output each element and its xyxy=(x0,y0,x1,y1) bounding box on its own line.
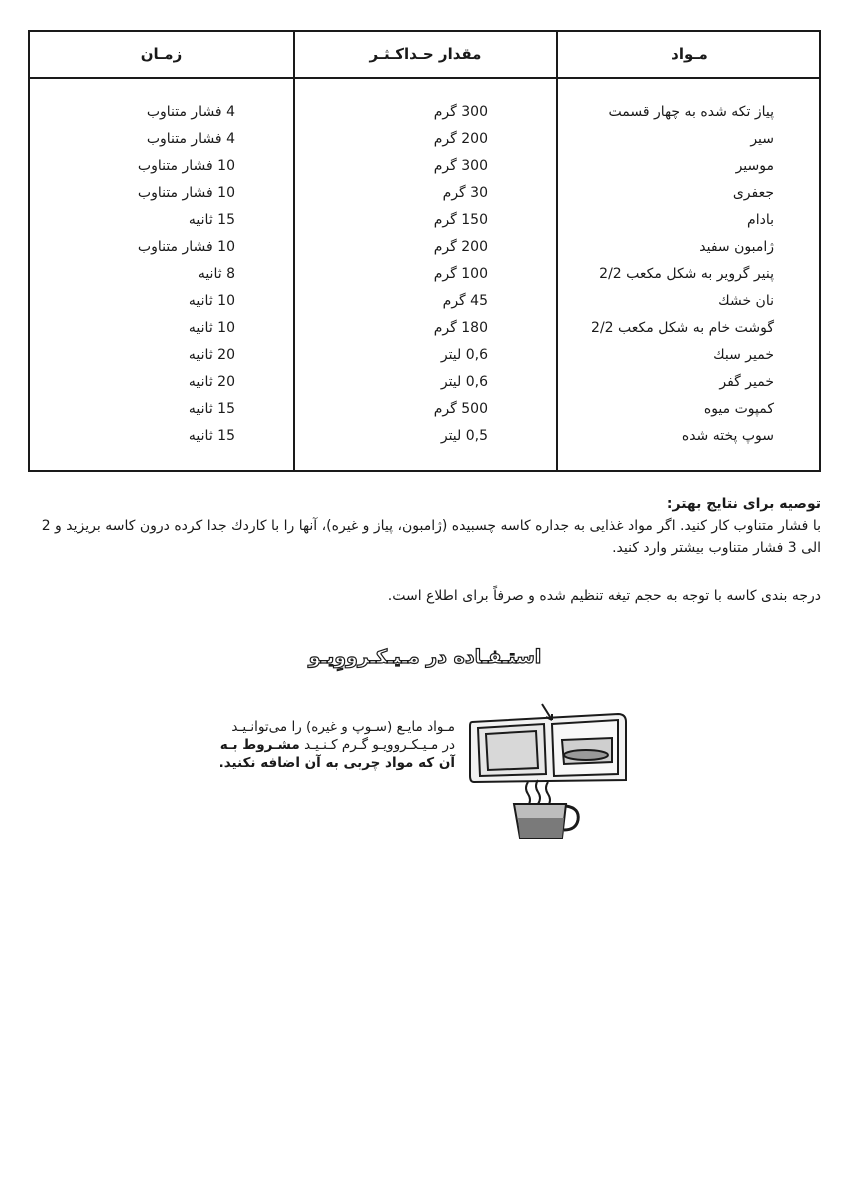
header-max-quantity: مقدار حـداكـثـر xyxy=(369,45,482,63)
table-body xyxy=(30,99,819,450)
cell-quantity: 300 گرم xyxy=(433,104,488,120)
cell-material: بادام xyxy=(747,212,774,228)
cell-quantity: 30 گرم xyxy=(442,185,488,201)
cell-quantity: 0,6 لیتر xyxy=(440,347,488,363)
cell-quantity: 200 گرم xyxy=(433,239,488,255)
table-row xyxy=(30,288,819,315)
microwave-text-plain: مـواد مایـع (سـوپ و غیره) را می‌توانـیـد در مـیـکـروویـو گـرم کـنـیـد xyxy=(231,719,455,753)
microwave-section-title: استـفـاده در مـیـکـرووِیـو xyxy=(308,646,542,668)
table-row xyxy=(30,99,819,126)
cell-quantity: 500 گرم xyxy=(433,401,488,417)
cell-material: خمیر سبك xyxy=(713,347,774,363)
table-row xyxy=(30,180,819,207)
table-header xyxy=(30,32,819,79)
cell-material: سیر xyxy=(750,131,774,147)
cell-material: موسیر xyxy=(735,158,774,174)
cell-material: کمپوت میوه xyxy=(703,401,774,417)
table-row xyxy=(30,369,819,396)
cell-material: پیاز تکه شده به چهار قسمت xyxy=(608,104,774,120)
cell-time: 10 فشار متناوب xyxy=(137,239,235,255)
table-row xyxy=(30,126,819,153)
cell-quantity: 150 گرم xyxy=(433,212,488,228)
cell-material: سوپ پخته شده xyxy=(681,428,774,444)
table-row xyxy=(30,342,819,369)
cell-time: 20 ثانیه xyxy=(188,347,235,363)
table-row xyxy=(30,207,819,234)
cell-quantity: 200 گرم xyxy=(433,131,488,147)
tips-section xyxy=(28,493,821,559)
tips-body: با فشار متناوب کار کنید. اگر مواد غذایی به جداره کاسه چسبیده (ژامبون، پیاز و غیره)، آنها را با کاردك جدا کرده درون کاسه بریزید و 2 الی 3 فشار متناوب بیشتر وارد کنید. xyxy=(41,518,821,556)
table-row xyxy=(30,423,819,450)
cell-time: 20 ثانیه xyxy=(188,374,235,390)
cell-time: 8 ثانیه xyxy=(197,266,235,282)
microwave-jug-illustration xyxy=(468,700,628,840)
cell-material: ژامبون سفید xyxy=(699,239,774,255)
table-row xyxy=(30,234,819,261)
cell-quantity: 100 گرم xyxy=(433,266,488,282)
jug-icon xyxy=(514,804,578,838)
cell-quantity: 0,6 لیتر xyxy=(440,374,488,390)
cell-time: 10 ثانیه xyxy=(188,293,235,309)
cell-time: 4 فشار متناوب xyxy=(146,131,235,147)
cell-material: نان خشك xyxy=(718,293,774,309)
microwave-instructions xyxy=(215,718,455,772)
cell-material: خمیر گفر xyxy=(719,374,774,390)
table-row xyxy=(30,315,819,342)
microwave-icon xyxy=(470,704,626,782)
graduation-note: درجه بندی کاسه با توجه به حجم تیغه تنظیم شده و صرفاً برای اطلاع است. xyxy=(387,588,821,604)
cell-quantity: 180 گرم xyxy=(433,320,488,336)
cell-quantity: 45 گرم xyxy=(442,293,488,309)
cell-time: 10 فشار متناوب xyxy=(137,158,235,174)
tips-title: توصیه برای نتایج بهتر: xyxy=(666,496,821,512)
microwave-text-bold: مشـروط بـه آن که مواد چربی به آن اضافه نکنید. xyxy=(218,737,455,771)
cell-time: 4 فشار متناوب xyxy=(146,104,235,120)
cell-quantity: 0,5 لیتر xyxy=(440,428,488,444)
cell-material: جعفری xyxy=(732,185,774,201)
cell-time: 15 ثانیه xyxy=(188,428,235,444)
cell-time: 15 ثانیه xyxy=(188,212,235,228)
steam-icon xyxy=(526,780,550,806)
table-row xyxy=(30,153,819,180)
table-row xyxy=(30,396,819,423)
table-row xyxy=(30,261,819,288)
cell-time: 15 ثانیه xyxy=(188,401,235,417)
cell-material: گوشت خام به شکل مکعب 2/2 xyxy=(591,320,774,336)
cell-time: 10 ثانیه xyxy=(188,320,235,336)
header-time: زمـان xyxy=(140,45,183,63)
header-materials: مـواد xyxy=(671,45,708,63)
cell-time: 10 فشار متناوب xyxy=(137,185,235,201)
cell-material: پنیر گروير به شکل مکعب 2/2 xyxy=(599,266,774,282)
cell-quantity: 300 گرم xyxy=(433,158,488,174)
ingredients-table xyxy=(28,30,821,472)
